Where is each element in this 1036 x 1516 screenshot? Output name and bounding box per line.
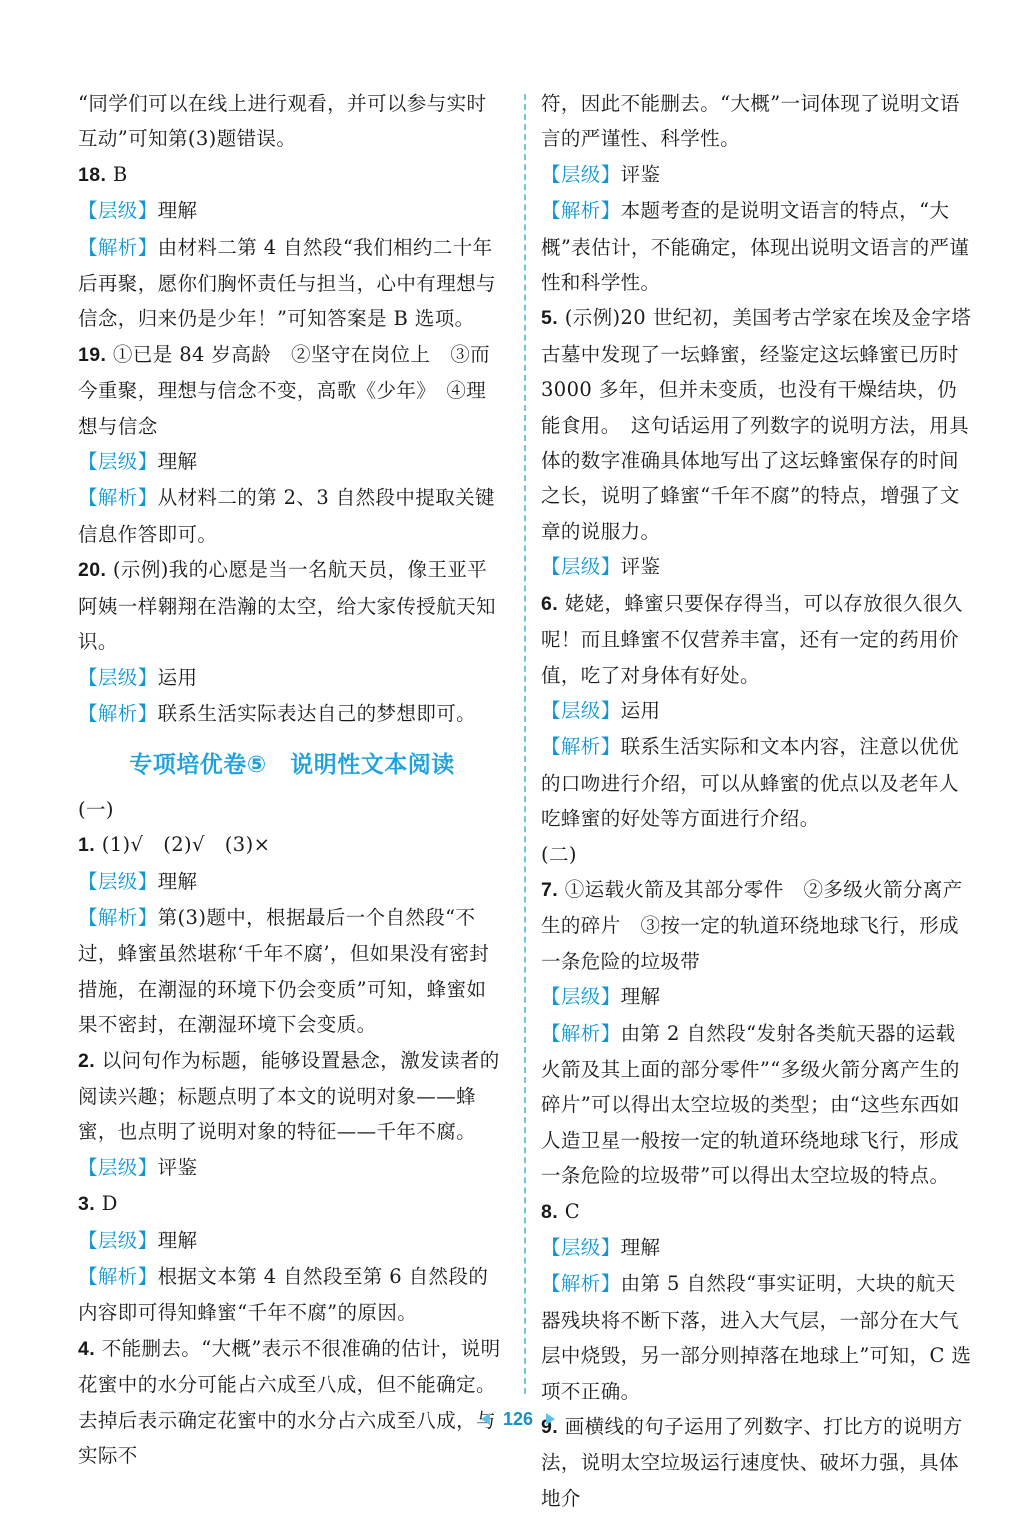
answer-item	[78, 157, 506, 193]
analysis-row	[78, 1259, 506, 1331]
section-title: 专项培优卷⑤ 说明性文本阅读	[129, 752, 455, 779]
answer-text: 评鉴	[620, 162, 661, 186]
question-number: 4.	[78, 1337, 96, 1360]
tag-text: 层级	[560, 163, 601, 186]
level-row	[78, 444, 506, 480]
tag-text: 解析	[97, 487, 138, 510]
answer-text: 理解	[157, 869, 198, 893]
answer-item	[541, 300, 973, 549]
level-row	[541, 979, 973, 1015]
page-footer	[0, 1408, 1036, 1430]
question-number: 19.	[78, 343, 107, 366]
answer-text: 由材料二第 4 自然段“我们相约二十年后再聚，愿你们胸怀责任与担当，心中有理想与信念，归来仍是少年！”可知答案是 B 选项。	[78, 235, 496, 331]
answer-item	[78, 1331, 506, 1474]
tag-text: 层级	[560, 1237, 601, 1259]
tag-label: 【层级】	[78, 200, 158, 223]
analysis-row	[78, 480, 506, 552]
tag-label: 【解析】	[541, 200, 621, 223]
level-row	[78, 1223, 506, 1259]
analysis-row	[78, 696, 506, 732]
answer-text: (二)	[541, 842, 577, 866]
tag-text: 解析	[97, 702, 138, 725]
prev-triangle-icon	[481, 1413, 490, 1425]
answer-text: 理解	[620, 1236, 661, 1259]
tag-text: 层级	[97, 1156, 138, 1179]
answer-text: 理解	[620, 985, 661, 1009]
answer-text: 由第 5 自然段“事实证明，大块的航天器残块将不断下落，进入大气层，一部分在大气层中烧毁，另一部分则掉落在地球上”可知，C 选项不正确。	[541, 1272, 972, 1403]
answer-text: 不能删去。“大概”表示不很准确的估计，说明花蜜中的水分可能占六成至八成，但不能确定。去掉后表示确定花蜜中的水分占六成至八成，与实际不	[78, 1336, 501, 1468]
next-triangle-icon	[546, 1413, 555, 1425]
tag-label: 【层级】	[78, 1156, 158, 1179]
answer-text: “同学们可以在线上进行观看，并可以参与实时互动”可知第(3)题错误。	[78, 92, 487, 151]
tag-text: 解析	[560, 736, 601, 759]
answer-item	[541, 872, 973, 979]
answer-item	[541, 1194, 973, 1230]
question-number: 9.	[541, 1416, 559, 1439]
tag-label: 【解析】	[78, 487, 158, 510]
answer-text: 理解	[157, 1228, 198, 1252]
tag-label: 【层级】	[541, 556, 621, 579]
tag-text: 层级	[97, 666, 138, 689]
column-divider	[524, 94, 526, 1394]
question-number: 7.	[541, 878, 559, 901]
question-number: 2.	[78, 1049, 96, 1072]
question-number: 20.	[78, 559, 107, 582]
tag-label: 【解析】	[541, 1273, 621, 1296]
tag-text: 解析	[97, 1266, 138, 1288]
analysis-row	[78, 900, 506, 1043]
answer-text: (1)√ (2)√ (3)×	[101, 833, 271, 857]
left-column	[78, 86, 506, 1473]
answer-text: 运用	[157, 665, 198, 689]
level-row	[541, 157, 973, 193]
answer-text: 评鉴	[157, 1155, 198, 1179]
answer-item	[78, 1186, 506, 1222]
answer-item	[78, 1043, 506, 1150]
tag-label: 【层级】	[541, 1237, 621, 1259]
tag-text: 层级	[97, 870, 138, 893]
level-row	[78, 660, 506, 696]
answer-text: 根据文本第 4 自然段至第 6 自然段的内容即可得知蜂蜜“千年不腐”的原因。	[78, 1265, 489, 1325]
tag-text: 解析	[560, 200, 601, 223]
tag-text: 层级	[560, 556, 601, 579]
answer-text: C	[564, 1199, 581, 1223]
tag-label: 【解析】	[541, 1022, 621, 1045]
answer-text: (一)	[78, 797, 114, 821]
level-row	[78, 1150, 506, 1186]
tag-label: 【解析】	[78, 1266, 158, 1288]
tag-label: 【层级】	[78, 666, 158, 689]
answer-item	[78, 552, 506, 659]
answer-text: 姥姥，蜂蜜只要保存得当，可以存放很久很久呢！而且蜂蜜不仅营养丰富，还有一定的药用价值，吃了对身体有好处。	[541, 591, 963, 687]
tag-text: 解析	[97, 906, 138, 929]
answer-text: 本题考查的是说明文语言的特点，“大概”表估计，不能确定，体现出说明文语言的严谨性和科学性。	[541, 199, 970, 295]
answer-text: 从材料二的第 2、3 自然段中提取关键信息作答即可。	[78, 486, 495, 546]
text-line	[78, 792, 506, 827]
tag-label: 【解析】	[541, 736, 621, 759]
answer-text: ①运载火箭及其部分零件 ②多级火箭分离产生的碎片 ③按一定的轨道环绕地球飞行，形成一条危险的垃圾带	[541, 877, 963, 973]
answer-text: 由第 2 自然段“发射各类航天器的运载火箭及其上面的部分零件”“多级火箭分离产生的碎片”可以得出太空垃圾的类型；由“这些东西如人造卫星一般按一定的轨道环绕地球飞行，形成一条危险的垃圾带”可以得出太空垃圾的特点。	[541, 1021, 960, 1188]
text-line	[78, 86, 506, 157]
level-row	[541, 693, 973, 729]
answer-text: 画横线的句子运用了列数字、打比方的说明方法，说明太空垃圾运行速度快、破坏力强，具体地介	[541, 1415, 963, 1510]
answer-text: B	[112, 162, 128, 186]
answer-text: (示例)20 世纪初，美国考古学家在埃及金字塔古墓中发现了一坛蜂蜜，经鉴定这坛蜂蜜已历时 3000 多年，但并未变质，也没有干燥结块，仍能食用。 这句话运用了列数字的说明方法，用具体的数字准确具体地写出了这坛蜂蜜保存的时间之长，说明了蜂蜜“千年不腐”的特点，增强了文章的说服力。	[541, 306, 972, 543]
analysis-row	[541, 1016, 973, 1194]
answer-text: 运用	[620, 698, 661, 722]
tag-label: 【层级】	[541, 986, 621, 1009]
question-number: 5.	[541, 307, 559, 330]
question-number: 8.	[541, 1200, 559, 1223]
question-number: 18.	[78, 163, 107, 186]
answer-text: 理解	[157, 450, 198, 474]
tag-label: 【解析】	[78, 236, 158, 259]
right-column	[541, 86, 973, 1516]
tag-text: 层级	[97, 451, 138, 474]
tag-text: 层级	[560, 986, 601, 1009]
level-row	[78, 864, 506, 900]
answer-item	[78, 337, 506, 444]
tag-text: 层级	[560, 699, 601, 722]
tag-label: 【解析】	[78, 702, 158, 725]
question-number: 3.	[78, 1193, 96, 1216]
tag-label: 【层级】	[541, 163, 621, 186]
answer-text: (示例)我的心愿是当一名航天员，像王亚平阿姨一样翱翔在浩瀚的太空，给大家传授航天知识。	[78, 558, 496, 654]
answer-text: 以问句作为标题，能够设置悬念，激发读者的阅读兴趣；标题点明了本文的说明对象——蜂蜜，也点明了说明对象的特征——千年不腐。	[78, 1048, 500, 1144]
tag-text: 层级	[97, 200, 138, 223]
answer-item	[78, 827, 506, 863]
text-line	[541, 837, 973, 872]
answer-text: 评鉴	[620, 555, 661, 579]
answer-item	[541, 586, 973, 693]
tag-text: 解析	[560, 1022, 601, 1045]
tag-text: 解析	[97, 236, 138, 259]
answer-text: 理解	[157, 199, 198, 223]
tag-label: 【层级】	[78, 870, 158, 893]
level-row	[541, 1230, 973, 1266]
analysis-row	[541, 1266, 973, 1409]
analysis-row	[541, 193, 973, 300]
tag-label: 【层级】	[78, 1229, 158, 1252]
level-row	[78, 193, 506, 229]
tag-label: 【层级】	[541, 699, 621, 722]
tag-label: 【层级】	[78, 451, 158, 474]
answer-text: D	[101, 1192, 118, 1216]
answer-text: ①已是 84 岁高龄 ②坚守在岗位上 ③而今重聚，理想与信念不变，高歌《少年》 ④理想与信念	[78, 342, 491, 438]
tag-text: 解析	[560, 1273, 601, 1296]
level-row	[541, 549, 973, 585]
answer-text: 符，因此不能删去。“大概”一词体现了说明文语言的严谨性、科学性。	[541, 92, 960, 151]
page-number: 126	[502, 1408, 534, 1429]
tag-text: 层级	[97, 1229, 138, 1252]
analysis-row	[78, 230, 506, 337]
answer-text: 第(3)题中，根据最后一个自然段“不过，蜂蜜虽然堪称‘千年不腐’，但如果没有密封措施，在潮湿的环境下仍会变质”可知，蜂蜜如果不密封，在潮湿环境下会变质。	[78, 905, 490, 1037]
analysis-row	[541, 729, 973, 836]
tag-label: 【解析】	[78, 906, 158, 929]
text-line	[541, 86, 973, 157]
question-number: 1.	[78, 834, 96, 857]
answer-text: 联系生活实际和文本内容，注意以优优的口吻进行介绍，可以从蜂蜜的优点以及老年人吃蜂蜜的好处等方面进行介绍。	[541, 735, 959, 831]
question-number: 6.	[541, 592, 559, 615]
answer-text: 联系生活实际表达自己的梦想即可。	[157, 701, 477, 725]
